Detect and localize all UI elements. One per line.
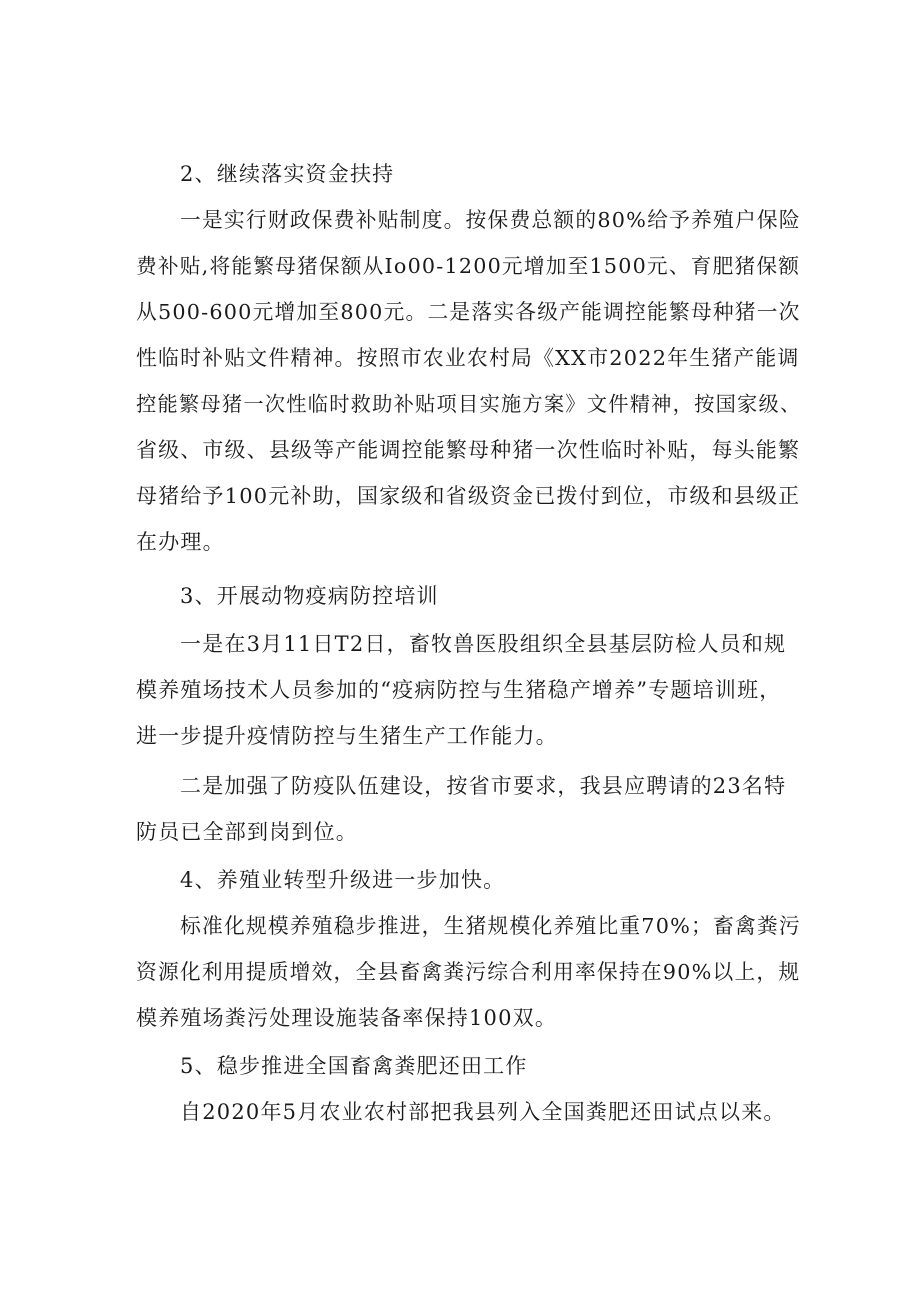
paragraph-line: 母猪给予100元补助，国家级和省级资金已拨付到位，市级和县级正 <box>136 484 801 508</box>
section-heading-2: 2、继续落实资金扶持 <box>180 162 395 186</box>
paragraph-line: 从500-600元增加至800元。二是落实各级产能调控能繁母种猪一次 <box>136 300 801 324</box>
paragraph-line: 标准化规模养殖稳步推进，生猪规模化养殖比重70%；畜禽粪污 <box>180 914 801 938</box>
paragraph-line: 控能繁母猪一次性临时救助补贴项目实施方案》文件精神，按国家级、 <box>136 392 802 416</box>
paragraph-line: 防员已全部到岗到位。 <box>136 820 358 844</box>
paragraph-line: 省级、市级、县级等产能调控能繁母种猪一次性临时补贴，每头能繁 <box>136 438 801 462</box>
paragraph-line: 自2020年5月农业农村部把我县列入全国粪肥还田试点以来。 <box>180 1100 786 1124</box>
section-heading-4: 4、养殖业转型升级进一步加快。 <box>180 868 506 892</box>
paragraph-line: 模养殖场粪污处理设施装备率保持100双。 <box>136 1006 558 1030</box>
paragraph-line: 费补贴,将能繁母猪保额从Io00-1200元增加至1500元、育肥猪保额 <box>136 254 801 278</box>
paragraph-line: 性临时补贴文件精神。按照市农业农村局《XX市2022年生猪产能调 <box>136 346 800 370</box>
paragraph-line: 一是实行财政保费补贴制度。按保费总额的80%给予养殖户保险 <box>180 208 801 232</box>
paragraph-line: 一是在3月11日T2日，畜牧兽医股组织全县基层防检人员和规 <box>180 632 787 656</box>
paragraph-line: 二是加强了防疫队伍建设，按省市要求，我县应聘请的23名特 <box>180 774 787 798</box>
section-heading-5: 5、稳步推进全国畜禽粪肥还田工作 <box>180 1054 528 1078</box>
section-heading-3: 3、开展动物疫病防控培训 <box>180 584 439 608</box>
paragraph-line: 模养殖场技术人员参加的“疫病防控与生猪稳产增养”专题培训班， <box>136 678 782 702</box>
paragraph-line: 在办理。 <box>136 530 225 554</box>
paragraph-line: 资源化利用提质增效，全县畜禽粪污综合利用率保持在90%以上，规 <box>136 960 801 984</box>
paragraph-line: 进一步提升疫情防控与生猪生产工作能力。 <box>136 724 558 748</box>
